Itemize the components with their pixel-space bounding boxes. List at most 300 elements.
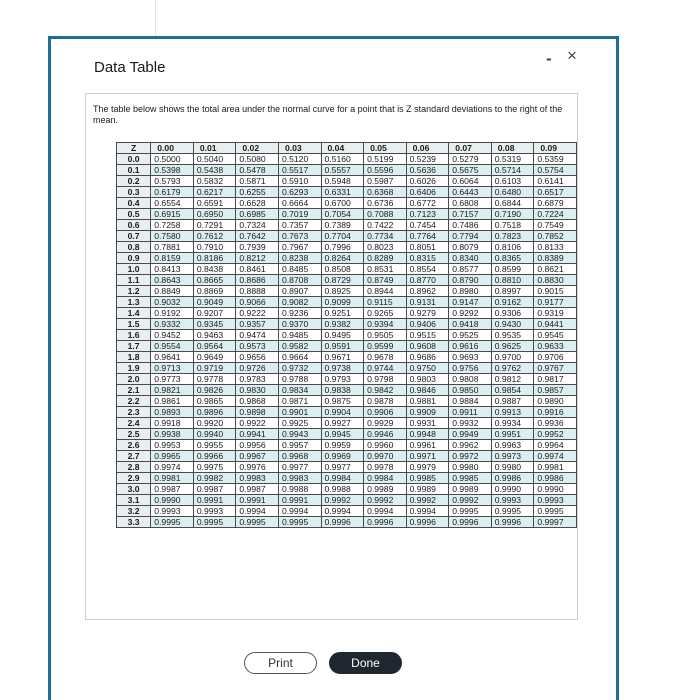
table-row bbox=[117, 484, 577, 495]
table-cell: 0.9980 bbox=[449, 462, 492, 473]
table-cell: 0.7996 bbox=[321, 242, 364, 253]
table-cell: 0.6772 bbox=[406, 198, 449, 209]
table-row bbox=[117, 341, 577, 352]
table-cell: 0.9965 bbox=[151, 451, 194, 462]
table-cell: 0.8599 bbox=[491, 264, 534, 275]
table-cell: 0.9955 bbox=[193, 440, 236, 451]
table-cell: 0.9884 bbox=[449, 396, 492, 407]
done-button[interactable]: Done bbox=[329, 652, 402, 674]
table-cell: 0.8212 bbox=[236, 253, 279, 264]
table-cell: 0.9591 bbox=[321, 341, 364, 352]
table-cell: 0.9941 bbox=[236, 429, 279, 440]
table-cell: 0.9394 bbox=[364, 319, 407, 330]
table-row bbox=[117, 297, 577, 308]
table-cell: 0.9994 bbox=[278, 506, 321, 517]
table-cell: 0.7291 bbox=[193, 220, 236, 231]
table-cell: 0.9082 bbox=[278, 297, 321, 308]
table-cell: 0.6480 bbox=[491, 187, 534, 198]
table-cell: 0.9049 bbox=[193, 297, 236, 308]
table-cell: 0.9177 bbox=[534, 297, 577, 308]
z-value-cell: 1.7 bbox=[117, 341, 151, 352]
table-cell: 0.7612 bbox=[193, 231, 236, 242]
table-cell: 0.8159 bbox=[151, 253, 194, 264]
table-cell: 0.8079 bbox=[449, 242, 492, 253]
z-column-header: Z bbox=[117, 143, 151, 154]
table-cell: 0.9608 bbox=[406, 341, 449, 352]
table-cell: 0.7967 bbox=[278, 242, 321, 253]
table-cell: 0.7454 bbox=[406, 220, 449, 231]
table-cell: 0.9875 bbox=[321, 396, 364, 407]
table-cell: 0.9993 bbox=[193, 506, 236, 517]
table-cell: 0.9265 bbox=[364, 308, 407, 319]
table-cell: 0.9633 bbox=[534, 341, 577, 352]
table-cell: 0.9131 bbox=[406, 297, 449, 308]
table-row bbox=[117, 308, 577, 319]
z-value-cell: 2.2 bbox=[117, 396, 151, 407]
table-cell: 0.9994 bbox=[321, 506, 364, 517]
table-cell: 0.9641 bbox=[151, 352, 194, 363]
table-cell: 0.6517 bbox=[534, 187, 577, 198]
table-row bbox=[117, 440, 577, 451]
table-cell: 0.7764 bbox=[406, 231, 449, 242]
table-cell: 0.6141 bbox=[534, 176, 577, 187]
table-cell: 0.9916 bbox=[534, 407, 577, 418]
table-cell: 0.9952 bbox=[534, 429, 577, 440]
table-cell: 0.5120 bbox=[278, 154, 321, 165]
table-cell: 0.9962 bbox=[449, 440, 492, 451]
table-row bbox=[117, 264, 577, 275]
table-cell: 0.9994 bbox=[236, 506, 279, 517]
table-row bbox=[117, 473, 577, 484]
table-cell: 0.9984 bbox=[364, 473, 407, 484]
table-cell: 0.7852 bbox=[534, 231, 577, 242]
table-cell: 0.9700 bbox=[491, 352, 534, 363]
z-value-cell: 0.4 bbox=[117, 198, 151, 209]
table-cell: 0.9066 bbox=[236, 297, 279, 308]
table-cell: 0.9744 bbox=[364, 363, 407, 374]
table-cell: 0.9986 bbox=[534, 473, 577, 484]
table-cell: 0.8790 bbox=[449, 275, 492, 286]
table-cell: 0.9971 bbox=[406, 451, 449, 462]
z-value-cell: 1.5 bbox=[117, 319, 151, 330]
table-cell: 0.9931 bbox=[406, 418, 449, 429]
table-cell: 0.9857 bbox=[534, 385, 577, 396]
table-cell: 0.7324 bbox=[236, 220, 279, 231]
table-cell: 0.9838 bbox=[321, 385, 364, 396]
table-cell: 0.9762 bbox=[491, 363, 534, 374]
table-cell: 0.9162 bbox=[491, 297, 534, 308]
table-cell: 0.7190 bbox=[491, 209, 534, 220]
table-row bbox=[117, 451, 577, 462]
z-value-cell: 0.6 bbox=[117, 220, 151, 231]
table-cell: 0.9798 bbox=[364, 374, 407, 385]
table-cell: 0.5832 bbox=[193, 176, 236, 187]
table-cell: 0.9738 bbox=[321, 363, 364, 374]
table-cell: 0.9719 bbox=[193, 363, 236, 374]
table-cell: 0.9625 bbox=[491, 341, 534, 352]
table-cell: 0.9976 bbox=[236, 462, 279, 473]
table-cell: 0.9817 bbox=[534, 374, 577, 385]
table-cell: 0.9932 bbox=[449, 418, 492, 429]
table-body bbox=[117, 154, 577, 528]
table-cell: 0.5754 bbox=[534, 165, 577, 176]
table-cell: 0.9992 bbox=[449, 495, 492, 506]
table-cell: 0.9898 bbox=[236, 407, 279, 418]
table-cell: 0.9987 bbox=[151, 484, 194, 495]
table-cell: 0.9306 bbox=[491, 308, 534, 319]
table-cell: 0.9382 bbox=[321, 319, 364, 330]
table-cell: 0.9982 bbox=[193, 473, 236, 484]
data-table-dialog bbox=[48, 36, 619, 700]
table-row bbox=[117, 154, 577, 165]
table-cell: 0.9920 bbox=[193, 418, 236, 429]
table-cell: 0.8770 bbox=[406, 275, 449, 286]
table-cell: 0.9993 bbox=[534, 495, 577, 506]
table-cell: 0.7088 bbox=[364, 209, 407, 220]
table-cell: 0.8925 bbox=[321, 286, 364, 297]
table-cell: 0.9918 bbox=[151, 418, 194, 429]
table-cell: 0.6406 bbox=[406, 187, 449, 198]
table-cell: 0.9925 bbox=[278, 418, 321, 429]
table-cell: 0.9207 bbox=[193, 308, 236, 319]
table-cell: 0.6591 bbox=[193, 198, 236, 209]
table-row bbox=[117, 506, 577, 517]
table-cell: 0.9996 bbox=[364, 517, 407, 528]
table-cell: 0.5000 bbox=[151, 154, 194, 165]
table-cell: 0.7357 bbox=[278, 220, 321, 231]
table-cell: 0.6628 bbox=[236, 198, 279, 209]
table-cell: 0.9732 bbox=[278, 363, 321, 374]
table-cell: 0.9616 bbox=[449, 341, 492, 352]
table-cell: 0.9887 bbox=[491, 396, 534, 407]
table-cell: 0.9993 bbox=[491, 495, 534, 506]
table-cell: 0.9821 bbox=[151, 385, 194, 396]
table-cell: 0.9319 bbox=[534, 308, 577, 319]
table-cell: 0.8289 bbox=[364, 253, 407, 264]
table-cell: 0.9983 bbox=[236, 473, 279, 484]
table-cell: 0.9767 bbox=[534, 363, 577, 374]
z-value-cell: 1.9 bbox=[117, 363, 151, 374]
table-cell: 0.7910 bbox=[193, 242, 236, 253]
table-row bbox=[117, 209, 577, 220]
dialog-title: Data Table bbox=[94, 59, 166, 76]
table-cell: 0.6950 bbox=[193, 209, 236, 220]
table-description: The table below shows the total area under the normal curve for a point that is Z standard deviations to the right of the mean. bbox=[93, 104, 563, 125]
table-cell: 0.9992 bbox=[364, 495, 407, 506]
table-cell: 0.9896 bbox=[193, 407, 236, 418]
table-cell: 0.8365 bbox=[491, 253, 534, 264]
z-value-cell: 0.5 bbox=[117, 209, 151, 220]
table-cell: 0.9940 bbox=[193, 429, 236, 440]
background-divider bbox=[155, 0, 156, 36]
table-cell: 0.7486 bbox=[449, 220, 492, 231]
table-cell: 0.9788 bbox=[278, 374, 321, 385]
table-cell: 0.9913 bbox=[491, 407, 534, 418]
table-cell: 0.9987 bbox=[236, 484, 279, 495]
table-cell: 0.8643 bbox=[151, 275, 194, 286]
table-cell: 0.8962 bbox=[406, 286, 449, 297]
table-cell: 0.6293 bbox=[278, 187, 321, 198]
table-panel bbox=[85, 93, 578, 620]
table-cell: 0.7673 bbox=[278, 231, 321, 242]
table-cell: 0.9970 bbox=[364, 451, 407, 462]
table-row bbox=[117, 418, 577, 429]
table-cell: 0.7580 bbox=[151, 231, 194, 242]
table-cell: 0.9968 bbox=[278, 451, 321, 462]
column-header: 0.05 bbox=[364, 143, 407, 154]
table-cell: 0.9834 bbox=[278, 385, 321, 396]
table-cell: 0.9995 bbox=[236, 517, 279, 528]
table-cell: 0.9649 bbox=[193, 352, 236, 363]
z-value-cell: 3.1 bbox=[117, 495, 151, 506]
table-cell: 0.9564 bbox=[193, 341, 236, 352]
table-cell: 0.9693 bbox=[449, 352, 492, 363]
table-cell: 0.9969 bbox=[321, 451, 364, 462]
table-cell: 0.9463 bbox=[193, 330, 236, 341]
table-cell: 0.9906 bbox=[364, 407, 407, 418]
table-cell: 0.5871 bbox=[236, 176, 279, 187]
table-cell: 0.9236 bbox=[278, 308, 321, 319]
table-cell: 0.9441 bbox=[534, 319, 577, 330]
z-value-cell: 0.2 bbox=[117, 176, 151, 187]
table-cell: 0.6879 bbox=[534, 198, 577, 209]
table-cell: 0.6103 bbox=[491, 176, 534, 187]
table-cell: 0.9945 bbox=[321, 429, 364, 440]
table-cell: 0.8888 bbox=[236, 286, 279, 297]
table-row bbox=[117, 231, 577, 242]
table-cell: 0.5398 bbox=[151, 165, 194, 176]
table-cell: 0.9756 bbox=[449, 363, 492, 374]
table-cell: 0.6026 bbox=[406, 176, 449, 187]
table-cell: 0.9991 bbox=[278, 495, 321, 506]
table-cell: 0.9890 bbox=[534, 396, 577, 407]
table-cell: 0.8238 bbox=[278, 253, 321, 264]
print-button[interactable]: Print bbox=[244, 652, 317, 674]
table-cell: 0.9485 bbox=[278, 330, 321, 341]
table-row bbox=[117, 220, 577, 231]
table-cell: 0.9573 bbox=[236, 341, 279, 352]
table-cell: 0.9981 bbox=[534, 462, 577, 473]
table-row bbox=[117, 385, 577, 396]
z-value-cell: 2.6 bbox=[117, 440, 151, 451]
table-cell: 0.9946 bbox=[364, 429, 407, 440]
table-cell: 0.8389 bbox=[534, 253, 577, 264]
table-cell: 0.5080 bbox=[236, 154, 279, 165]
table-row bbox=[117, 429, 577, 440]
table-cell: 0.5675 bbox=[449, 165, 492, 176]
table-cell: 0.9973 bbox=[491, 451, 534, 462]
table-cell: 0.9812 bbox=[491, 374, 534, 385]
table-cell: 0.9959 bbox=[321, 440, 364, 451]
table-cell: 0.6700 bbox=[321, 198, 364, 209]
table-row bbox=[117, 407, 577, 418]
table-cell: 0.9099 bbox=[321, 297, 364, 308]
minimize-icon[interactable]: - bbox=[546, 49, 552, 68]
column-header: 0.04 bbox=[321, 143, 364, 154]
table-cell: 0.9989 bbox=[449, 484, 492, 495]
table-cell: 0.8810 bbox=[491, 275, 534, 286]
table-cell: 0.6217 bbox=[193, 187, 236, 198]
table-cell: 0.8869 bbox=[193, 286, 236, 297]
table-cell: 0.8264 bbox=[321, 253, 364, 264]
column-header: 0.09 bbox=[534, 143, 577, 154]
table-cell: 0.9868 bbox=[236, 396, 279, 407]
table-cell: 0.9979 bbox=[406, 462, 449, 473]
table-cell: 0.9901 bbox=[278, 407, 321, 418]
table-cell: 0.6255 bbox=[236, 187, 279, 198]
z-value-cell: 1.6 bbox=[117, 330, 151, 341]
table-row bbox=[117, 275, 577, 286]
z-value-cell: 3.3 bbox=[117, 517, 151, 528]
table-cell: 0.9525 bbox=[449, 330, 492, 341]
table-cell: 0.9192 bbox=[151, 308, 194, 319]
table-cell: 0.9671 bbox=[321, 352, 364, 363]
table-row bbox=[117, 319, 577, 330]
table-cell: 0.9147 bbox=[449, 297, 492, 308]
table-cell: 0.9974 bbox=[534, 451, 577, 462]
table-cell: 0.9115 bbox=[364, 297, 407, 308]
z-value-cell: 2.3 bbox=[117, 407, 151, 418]
table-cell: 0.9750 bbox=[406, 363, 449, 374]
table-cell: 0.9981 bbox=[151, 473, 194, 484]
column-header: 0.02 bbox=[236, 143, 279, 154]
table-cell: 0.8133 bbox=[534, 242, 577, 253]
table-cell: 0.6443 bbox=[449, 187, 492, 198]
table-cell: 0.7422 bbox=[364, 220, 407, 231]
table-cell: 0.9922 bbox=[236, 418, 279, 429]
table-cell: 0.8508 bbox=[321, 264, 364, 275]
table-cell: 0.9515 bbox=[406, 330, 449, 341]
table-cell: 0.9989 bbox=[364, 484, 407, 495]
table-cell: 0.9505 bbox=[364, 330, 407, 341]
table-cell: 0.7258 bbox=[151, 220, 194, 231]
table-cell: 0.9871 bbox=[278, 396, 321, 407]
table-cell: 0.8980 bbox=[449, 286, 492, 297]
table-cell: 0.8708 bbox=[278, 275, 321, 286]
table-cell: 0.5948 bbox=[321, 176, 364, 187]
z-value-cell: 2.7 bbox=[117, 451, 151, 462]
table-cell: 0.9861 bbox=[151, 396, 194, 407]
table-cell: 0.5279 bbox=[449, 154, 492, 165]
table-cell: 0.9582 bbox=[278, 341, 321, 352]
table-cell: 0.5636 bbox=[406, 165, 449, 176]
table-row bbox=[117, 363, 577, 374]
table-cell: 0.9706 bbox=[534, 352, 577, 363]
table-cell: 0.8438 bbox=[193, 264, 236, 275]
z-value-cell: 0.9 bbox=[117, 253, 151, 264]
z-value-cell: 0.8 bbox=[117, 242, 151, 253]
table-cell: 0.9778 bbox=[193, 374, 236, 385]
table-cell: 0.9995 bbox=[193, 517, 236, 528]
table-row bbox=[117, 187, 577, 198]
table-cell: 0.9977 bbox=[321, 462, 364, 473]
table-cell: 0.9808 bbox=[449, 374, 492, 385]
table-cell: 0.9927 bbox=[321, 418, 364, 429]
z-value-cell: 1.2 bbox=[117, 286, 151, 297]
table-cell: 0.5987 bbox=[364, 176, 407, 187]
table-cell: 0.9406 bbox=[406, 319, 449, 330]
table-cell: 0.9938 bbox=[151, 429, 194, 440]
table-cell: 0.8830 bbox=[534, 275, 577, 286]
table-cell: 0.5910 bbox=[278, 176, 321, 187]
table-cell: 0.9995 bbox=[278, 517, 321, 528]
z-value-cell: 0.7 bbox=[117, 231, 151, 242]
table-cell: 0.9881 bbox=[406, 396, 449, 407]
z-value-cell: 2.0 bbox=[117, 374, 151, 385]
table-cell: 0.9993 bbox=[151, 506, 194, 517]
table-row bbox=[117, 374, 577, 385]
table-cell: 0.9370 bbox=[278, 319, 321, 330]
table-cell: 0.9980 bbox=[491, 462, 534, 473]
z-value-cell: 3.0 bbox=[117, 484, 151, 495]
z-value-cell: 2.1 bbox=[117, 385, 151, 396]
table-cell: 0.5319 bbox=[491, 154, 534, 165]
table-cell: 0.8997 bbox=[491, 286, 534, 297]
table-cell: 0.9985 bbox=[406, 473, 449, 484]
table-cell: 0.9987 bbox=[193, 484, 236, 495]
table-cell: 0.9850 bbox=[449, 385, 492, 396]
table-cell: 0.9990 bbox=[534, 484, 577, 495]
z-value-cell: 1.3 bbox=[117, 297, 151, 308]
table-cell: 0.7642 bbox=[236, 231, 279, 242]
table-row bbox=[117, 352, 577, 363]
table-cell: 0.7734 bbox=[364, 231, 407, 242]
table-cell: 0.9953 bbox=[151, 440, 194, 451]
table-cell: 0.9936 bbox=[534, 418, 577, 429]
table-cell: 0.9773 bbox=[151, 374, 194, 385]
table-cell: 0.9830 bbox=[236, 385, 279, 396]
table-cell: 0.9495 bbox=[321, 330, 364, 341]
table-cell: 0.9015 bbox=[534, 286, 577, 297]
table-cell: 0.9992 bbox=[321, 495, 364, 506]
table-cell: 0.9949 bbox=[449, 429, 492, 440]
table-cell: 0.6664 bbox=[278, 198, 321, 209]
table-cell: 0.9909 bbox=[406, 407, 449, 418]
table-cell: 0.9995 bbox=[534, 506, 577, 517]
table-cell: 0.7704 bbox=[321, 231, 364, 242]
table-cell: 0.9865 bbox=[193, 396, 236, 407]
table-cell: 0.8340 bbox=[449, 253, 492, 264]
table-row bbox=[117, 165, 577, 176]
close-icon[interactable]: × bbox=[567, 46, 577, 65]
table-cell: 0.8106 bbox=[491, 242, 534, 253]
table-cell: 0.9978 bbox=[364, 462, 407, 473]
table-cell: 0.9783 bbox=[236, 374, 279, 385]
table-cell: 0.9452 bbox=[151, 330, 194, 341]
table-cell: 0.9656 bbox=[236, 352, 279, 363]
z-value-cell: 0.0 bbox=[117, 154, 151, 165]
table-cell: 0.6808 bbox=[449, 198, 492, 209]
table-cell: 0.7054 bbox=[321, 209, 364, 220]
table-cell: 0.9992 bbox=[406, 495, 449, 506]
table-cell: 0.8907 bbox=[278, 286, 321, 297]
table-cell: 0.9032 bbox=[151, 297, 194, 308]
table-cell: 0.9963 bbox=[491, 440, 534, 451]
table-cell: 0.5596 bbox=[364, 165, 407, 176]
table-cell: 0.9990 bbox=[151, 495, 194, 506]
table-cell: 0.9975 bbox=[193, 462, 236, 473]
table-cell: 0.9983 bbox=[278, 473, 321, 484]
table-cell: 0.9474 bbox=[236, 330, 279, 341]
table-cell: 0.7224 bbox=[534, 209, 577, 220]
table-cell: 0.9713 bbox=[151, 363, 194, 374]
table-cell: 0.6368 bbox=[364, 187, 407, 198]
table-cell: 0.9957 bbox=[278, 440, 321, 451]
table-cell: 0.9966 bbox=[193, 451, 236, 462]
table-cell: 0.5160 bbox=[321, 154, 364, 165]
table-cell: 0.5517 bbox=[278, 165, 321, 176]
table-row bbox=[117, 242, 577, 253]
